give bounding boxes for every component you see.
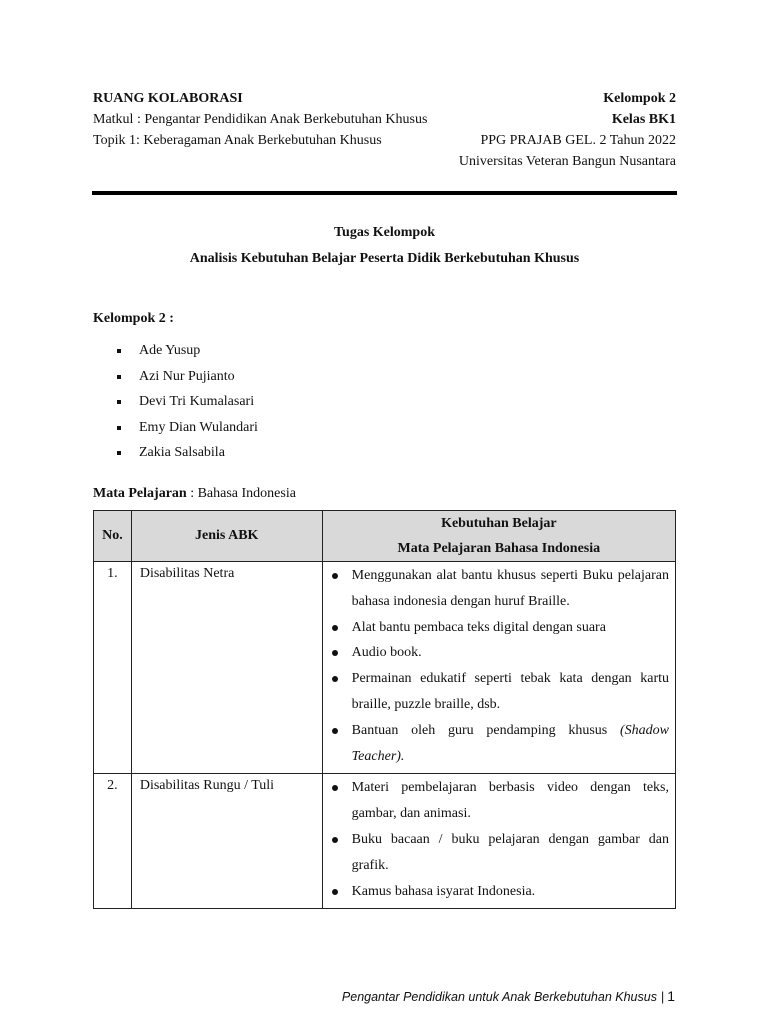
group-section [93,308,676,466]
need-text: Permainan edukatif seperti tebak kata dengan kartu braille, puzzle braille, dsb. [351,671,669,712]
bullet-icon [332,573,338,579]
bullet-icon [332,625,338,631]
need-text: Buku bacaan / buku pelajaran dengan gambar dan grafik. [351,831,669,873]
header-row-1 [93,88,676,109]
table-row [94,562,676,774]
bullet-icon [332,676,338,682]
bullet-icon [332,785,338,791]
need-text: Alat bantu pembaca teks digital dengan suara [351,619,606,635]
table-header-row [94,511,676,562]
header-divider [92,191,677,195]
course-name: Matkul : Pengantar Pendidikan Anak Berkebutuhan Khusus [93,112,428,127]
university-name: Universitas Veteran Bangun Nusantara [458,154,676,169]
member-item [93,389,676,415]
header-row-2 [93,109,676,130]
bullet-icon [332,889,338,895]
need-text-italic: (Shadow Teacher). [351,722,669,764]
list-item [323,718,669,770]
footer-text: Pengantar Pendidikan untuk Anak Berkebutuhan Khusus [341,990,657,1004]
member-item [93,364,676,390]
member-item [93,415,676,441]
need-text: Audio book. [351,645,422,661]
row-number: 2. [94,774,132,909]
abk-type: Disabilitas Netra [131,562,322,774]
group-label: Kelompok 2 [603,91,676,106]
title-line-2: Analisis Kebutuhan Belajar Peserta Didik Berkebutuhan Khusus [189,251,580,266]
bullet-icon [332,837,338,843]
member-name: Azi Nur Pujianto [139,368,235,384]
page-number: 1 [667,988,675,1004]
member-name: Devi Tri Kumalasari [139,394,255,409]
list-item [323,666,669,718]
row-number: 1. [94,562,132,774]
square-bullet-icon [117,375,121,379]
list-item [323,827,669,879]
bullet-icon [332,728,338,734]
list-item [323,640,669,666]
square-bullet-icon [117,349,121,353]
member-name: Emy Dian Wulandari [139,419,258,435]
footer-separator: | [660,990,665,1004]
square-bullet-icon [117,451,121,455]
needs-header-line-1: Kebutuhan Belajar [441,516,557,531]
program-label: PPG PRAJAB GEL. 2 Tahun 2022 [480,133,676,148]
header-row-3 [93,130,676,151]
need-text: Kamus bahasa isyarat Indonesia. [351,883,536,899]
column-header-type: Jenis ABK [131,511,322,562]
abk-type: Disabilitas Rungu / Tuli [131,774,322,909]
square-bullet-icon [117,400,121,404]
needs-cell [322,774,675,909]
group-heading: Kelompok 2 : [93,311,174,326]
member-name: Zakia Salsabila [139,445,225,460]
class-label: Kelas BK1 [611,112,676,127]
need-text: Materi pembelajaran berbasis video dengan teks, gambar, dan animasi. [351,780,669,822]
org-name: RUANG KOLABORASI [93,91,243,106]
topic-name: Topik 1: Keberagaman Anak Berkebutuhan Khusus [93,133,382,148]
table-row [94,774,676,909]
subject-value: : Bahasa Indonesia [186,486,296,501]
title-line-1: Tugas Kelompok [333,225,435,240]
member-item [93,440,676,466]
bullet-icon [332,650,338,656]
needs-list [323,563,669,769]
list-item [323,775,669,827]
header-row-4 [93,151,676,172]
need-text: Menggunakan alat bantu khusus seperti Buku pelajaran bahasa indonesia dengan huruf Braille. [351,568,669,609]
subject-label: Mata Pelajaran [93,486,187,501]
document-header [93,88,676,172]
needs-header-line-2: Mata Pelajaran Bahasa Indonesia [397,541,601,556]
page-footer [342,986,675,1006]
needs-cell [322,562,675,774]
list-item [323,879,669,905]
subject-line [93,484,296,504]
member-name: Ade Yusup [139,343,201,358]
column-header-needs [322,511,675,562]
list-item [323,563,669,615]
needs-table [93,510,676,909]
need-text: Bantuan oleh guru pendamping khusus [351,722,620,738]
member-item [93,338,676,364]
needs-list [323,775,669,904]
square-bullet-icon [117,426,121,430]
document-title [93,220,676,272]
column-header-no: No. [94,511,132,562]
list-item [323,615,669,641]
